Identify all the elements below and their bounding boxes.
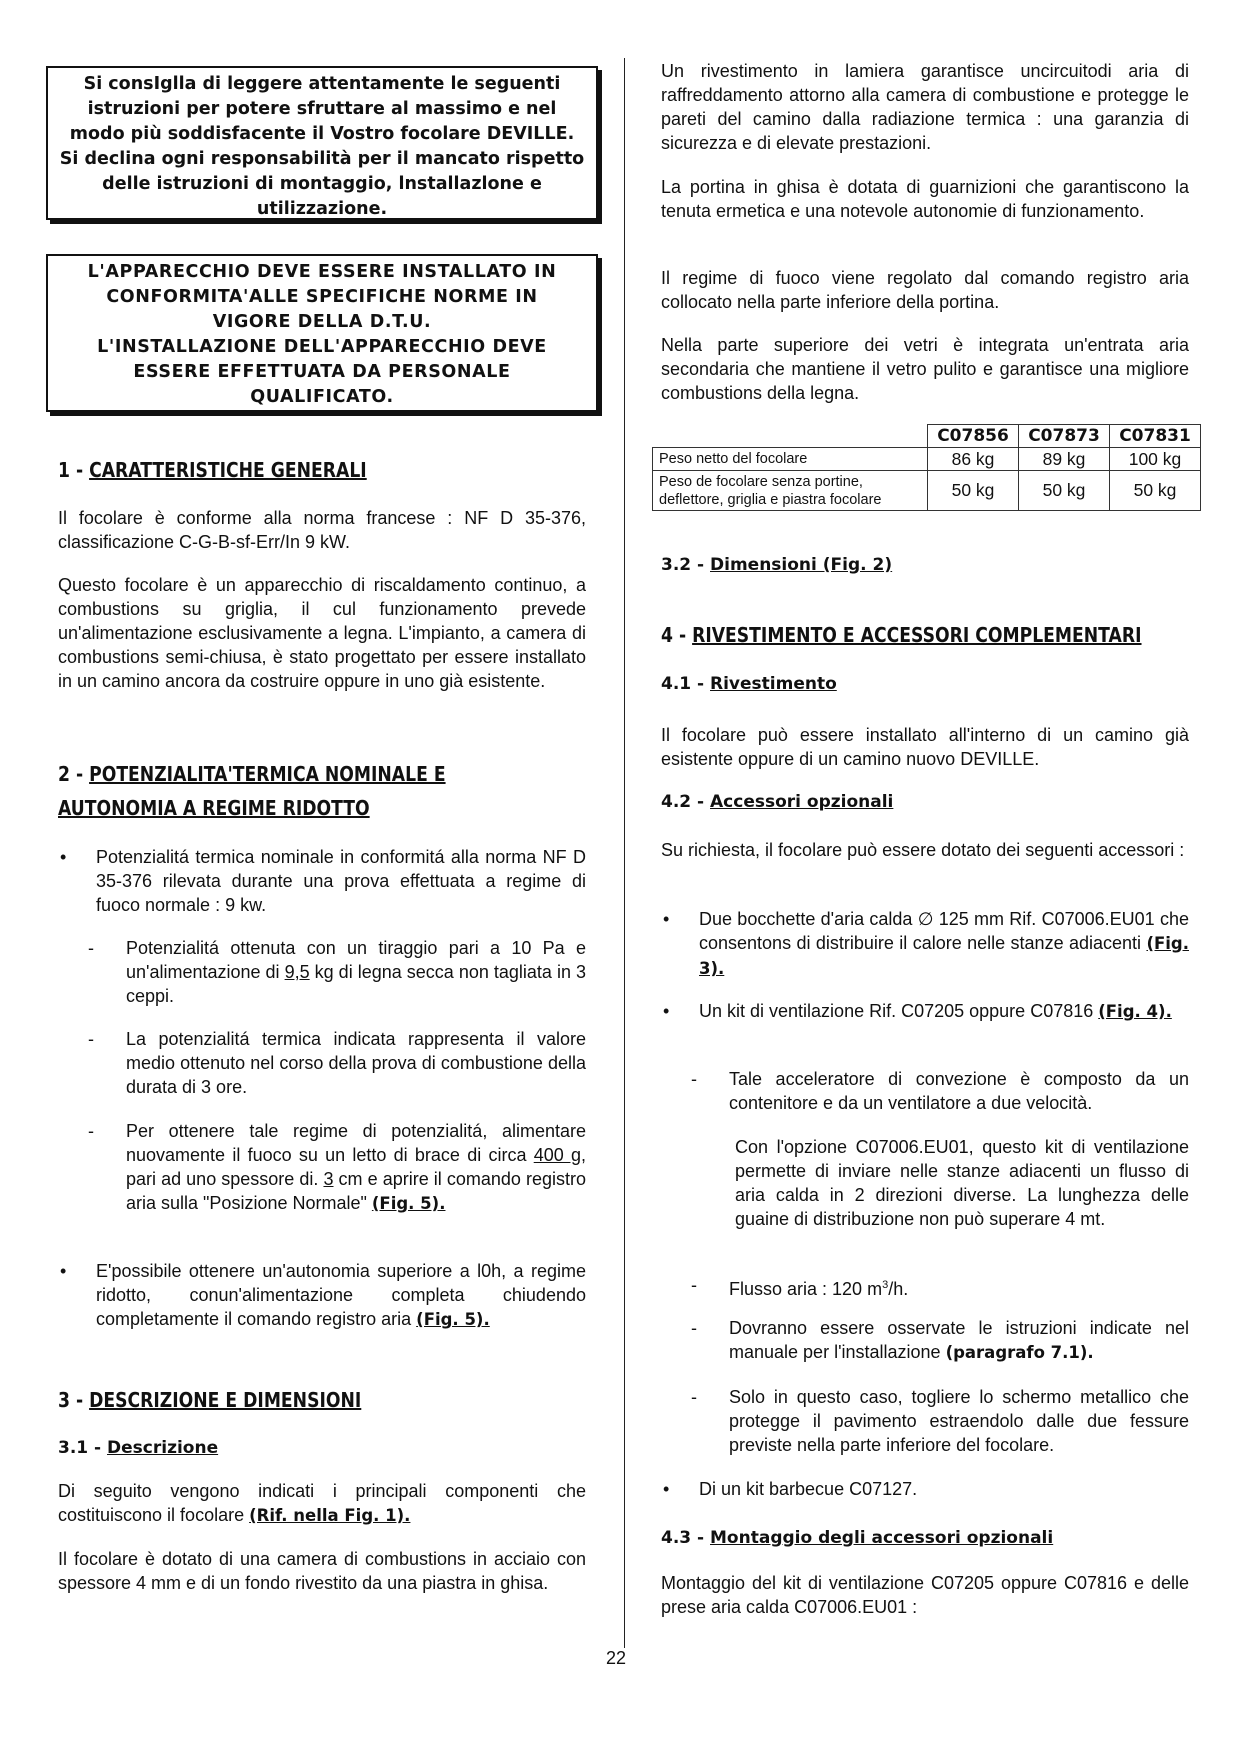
bullet-mark: • — [60, 1261, 67, 1281]
s4-dash-4 — [661, 1385, 1189, 1457]
weights-table — [652, 424, 1201, 511]
section-4-3-heading: 4.3 - Montaggio degli accessori opzionali — [661, 1528, 1054, 1548]
warning-line: CONFORMITA'ALLE SPECIFICHE NORME IN — [106, 287, 538, 307]
s4-bullet-2-text: Un kit di ventilazione Rif. C07205 oppure C07816 (Fig. 4). — [699, 1001, 1172, 1021]
section-4-heading: 4 - RIVESTIMENTO E ACCESSORI COMPLEMENTARI — [661, 623, 1142, 647]
table-cell: 50 kg — [1110, 471, 1201, 511]
dash-mark: - — [691, 1318, 697, 1338]
section-3-1-heading: 3.1 - Descrizione — [58, 1438, 219, 1458]
s4-bullet-1 — [661, 907, 1189, 981]
warning-line: ESSERE EFFETTUATA DA PERSONALE — [133, 362, 511, 382]
s2-dash-2-text: La potenzialitá termica indicata rappresenta il valore medio ottenuto nel corso della prova di combustione della durata di 3 ore. — [126, 1029, 586, 1097]
s4-bullet-1-text: Due bocchette d'aria calda ∅ 125 mm Rif. C07006.EU01 che consentons di distribuire il calore nelle stanze adiacenti (Fig. 3). — [699, 909, 1189, 978]
warning-line: VIGORE DELLA D.T.U. — [212, 312, 432, 332]
table-corner — [653, 425, 928, 448]
s4-dash-2 — [661, 1273, 1189, 1301]
bullet-mark: • — [663, 909, 670, 929]
table-cell: 86 kg — [928, 448, 1019, 471]
s4-dash-1-text: Tale acceleratore di convezione è composto da un contenitore e da un ventilatore a due velocità. — [729, 1069, 1189, 1113]
s4-paragraph-3: Montaggio del kit di ventilazione C07205 oppure C07816 e delle prese aria calda C07006.EU01 : — [661, 1573, 1189, 1617]
s2-dash-2 — [58, 1027, 586, 1099]
s2-dash-1-text: Potenzialitá ottenuta con un tiraggio pari a 10 Pa e un'alimentazione di 9,5 kg di legna secca non tagliata in 3 ceppi. — [126, 938, 586, 1006]
table-header: C07831 — [1110, 425, 1201, 448]
table-cell: 100 kg — [1110, 448, 1201, 471]
s2-bullet-1 — [58, 845, 586, 917]
s4-paragraph-1: Il focolare può essere installato all'interno di un camino già esistente oppure di un camino nuovo DEVILLE. — [661, 725, 1189, 769]
s4-dash-1-continued — [661, 1135, 1189, 1231]
s4-bullet-2 — [661, 999, 1189, 1024]
table-header-row — [653, 425, 1201, 448]
section-2-heading-line1: 2 - POTENZIALITA'TERMICA NOMINALE E — [58, 762, 446, 786]
warning-line: modo più soddisfacente il Vostro focolare DEVILLE. — [69, 124, 575, 144]
section-4-1-heading: 4.1 - Rivestimento — [661, 674, 837, 694]
warning-line: Si declina ogni responsabilità per il mancato rispetto — [59, 149, 585, 169]
dash-mark: - — [88, 938, 94, 958]
table-header: C07873 — [1019, 425, 1110, 448]
warning-line: utilizzazione. — [256, 199, 388, 219]
s4-bullet-3-text: Di un kit barbecue C07127. — [699, 1479, 918, 1499]
warning-line: QUALIFICATO. — [250, 387, 394, 407]
s4-dash-2-text: Flusso aria : 120 $m^3/h$. — [729, 1279, 909, 1299]
s1-paragraph-1: Il focolare è conforme alla norma francese : NF D 35-376, classificazione C-G-B-sf-Err/In 9 kW. — [58, 508, 586, 552]
warning-line: delle istruzioni di montaggio, lnstallazlone e — [102, 174, 542, 194]
s3-paragraph-6: Nella parte superiore dei vetri è integrata un'entrata aria secondaria che mantiene il vetro pulito e garantisce una migliore combustions della legna. — [661, 335, 1189, 403]
column-divider — [624, 58, 625, 1648]
s3-paragraph-1: Di seguito vengono indicati i principali componenti che costituiscono il focolare (Rif. nella Fig. 1). — [58, 1481, 586, 1525]
s4-paragraph-2: Su richiesta, il focolare può essere dotato dei seguenti accessori : — [661, 840, 1185, 860]
table-cell: 89 kg — [1019, 448, 1110, 471]
section-1-heading: 1 - CARATTERISTICHE GENERALI — [58, 458, 367, 482]
warning-line: L'APPARECCHIO DEVE ESSERE INSTALLATO IN — [87, 262, 557, 282]
table-row — [653, 448, 1201, 471]
dash-mark: - — [691, 1387, 697, 1407]
s4-dash-4-text: Solo in questo caso, togliere lo schermo metallico che protegge il pavimento estraendolo dalle due fessure previste nella parte inferiore del focolare. — [729, 1387, 1189, 1455]
warning-box-instructions — [46, 66, 598, 220]
s4-dash-1b-text: Con l'opzione C07006.EU01, questo kit di ventilazione permette di inviare nelle stanze adiacenti un flusso di aria calda in 2 direzioni diverse. La lunghezza delle guaine di distribuzione non può superare 4 mt. — [735, 1137, 1189, 1229]
page-number: 22 — [606, 1648, 627, 1668]
warning-line: istruzioni per potere sfruttare al massimo e nel — [87, 99, 557, 119]
table-cell: 50 kg — [1019, 471, 1110, 511]
s2-bullet-1-text: Potenzialitá termica nominale in conformitá alla norma NF D 35-376 rilevata durante una prova effettuata a regime di fuoco normale : 9 kw. — [96, 847, 586, 915]
table-row — [653, 471, 1201, 511]
table-row-label: Peso netto del focolare — [653, 448, 928, 471]
s3-paragraph-5: Il regime di fuoco viene regolato dal comando registro aria collocato nella parte inferiore della portina. — [661, 268, 1189, 312]
section-4-2-heading: 4.2 - Accessori opzionali — [661, 792, 894, 812]
warning-line: L'INSTALLAZIONE DELL'APPARECCHIO DEVE — [97, 337, 547, 357]
dash-mark: - — [88, 1121, 94, 1141]
bullet-mark: • — [663, 1479, 670, 1499]
s4-dash-3 — [661, 1316, 1189, 1365]
dash-mark: - — [88, 1029, 94, 1049]
warning-line: Si consIglla di leggere attentamente le seguenti — [83, 74, 561, 94]
table-header: C07856 — [928, 425, 1019, 448]
s2-bullet-2 — [58, 1259, 586, 1332]
s2-dash-3-text: Per ottenere tale regime di potenzialitá, alimentare nuovamente il fuoco su un letto di brace di circa 400 g, pari ad uno spessore di. 3 cm e aprire il comando registro aria sulla "Posizione Normale" (Fig. 5). — [126, 1121, 586, 1213]
s2-dash-1 — [58, 936, 586, 1008]
s3-paragraph-4: La portina in ghisa è dotata di guarnizioni che garantiscono la tenuta ermetica e una notevole autonomie di funzionamento. — [661, 177, 1189, 221]
s4-dash-3-text: Dovranno essere osservate le istruzioni indicate nel manuale per l'installazione (paragrafo 7.1). — [729, 1318, 1189, 1362]
s4-bullet-3 — [661, 1477, 1189, 1501]
bullet-mark: • — [60, 847, 67, 867]
s1-paragraph-2: Questo focolare è un apparecchio di riscaldamento continuo, a combustions su griglia, il cul funzionamento prevede un'alimentazione esclusivamente a legna. L'impianto, a camera di combustions semi-chiusa, è stato progettato per essere installato in un camino ancora da costruire oppure in uno già esistente. — [58, 575, 586, 691]
bullet-mark: • — [663, 1001, 670, 1021]
s2-bullet-2-text: E'possibile ottenere un'autonomia superiore a l0h, a regime ridotto, conun'alimentazione completa chiudendo completamente il comando registro aria (Fig. 5). — [96, 1261, 586, 1329]
s3-paragraph-2: Il focolare è dotato di una camera di combustions in acciaio con spessore 4 mm e di un fondo rivestito da una piastra in ghisa. — [58, 1549, 586, 1593]
dash-mark: - — [691, 1069, 697, 1089]
table-row-label: Peso de focolare senza portine, deflettore, griglia e piastra focolare — [653, 471, 928, 511]
section-2-heading-line2: AUTONOMIA A REGIME RIDOTTO — [58, 796, 370, 820]
s4-dash-1 — [661, 1067, 1189, 1115]
table-cell: 50 kg — [928, 471, 1019, 511]
section-3-heading: 3 - DESCRIZIONE E DIMENSIONI — [58, 1388, 362, 1412]
section-3-2-heading: 3.2 - Dimensioni (Fig. 2) — [661, 555, 893, 575]
warning-box-installation — [46, 254, 598, 412]
dash-mark: - — [691, 1275, 697, 1295]
s2-dash-3 — [58, 1119, 586, 1216]
s3-paragraph-3: Un rivestimento in lamiera garantisce uncircuitodi aria di raffreddamento attorno alla camera di combustione e protegge le pareti del camino dalla radiazione termica : una garanzia di sicurezza e di elevate prestazioni. — [661, 61, 1189, 153]
